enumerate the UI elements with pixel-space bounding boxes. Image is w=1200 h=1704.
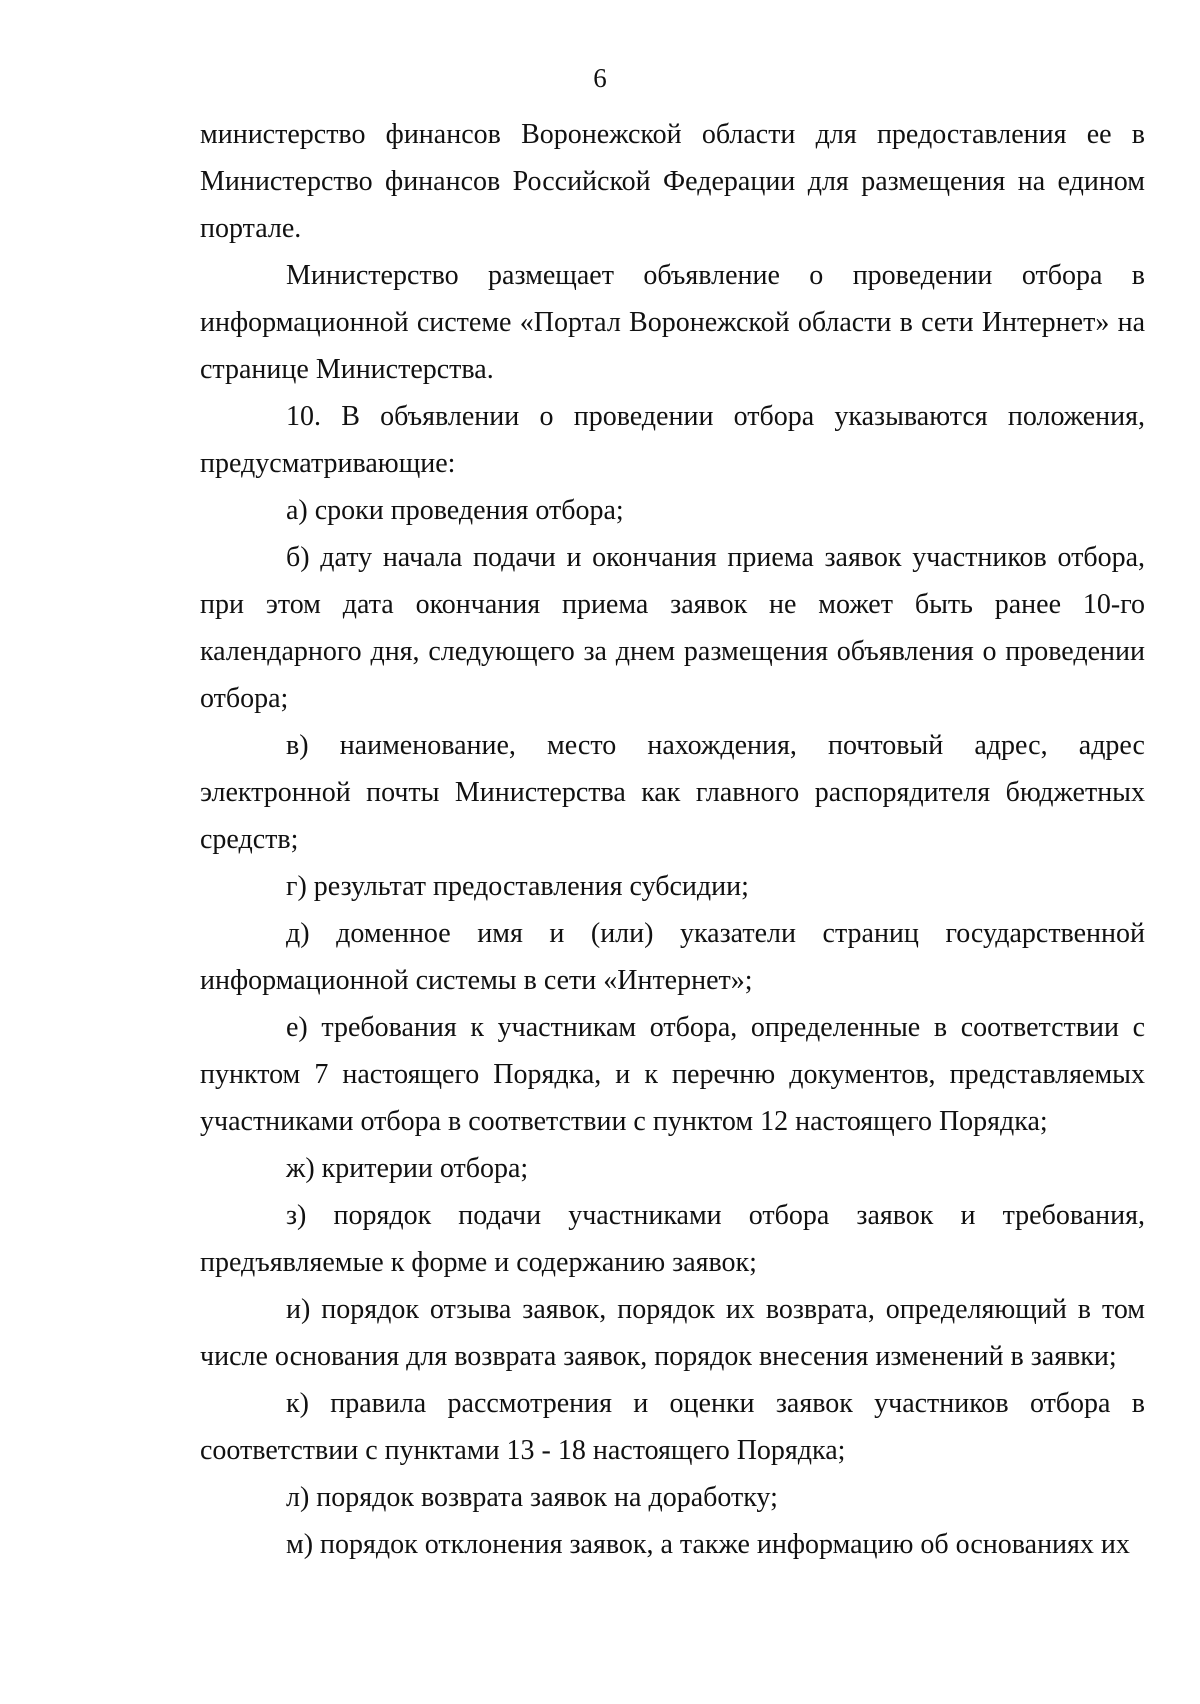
document-body <box>200 111 1145 1568</box>
paragraph: министерство финансов Воронежской области для предоставления ее в Министерство финансов Российской Федерации для размещения на едином портале. <box>200 119 1145 244</box>
list-item: б) дату начала подачи и окончания приема заявок участников отбора, при этом дата окончания приема заявок не может быть ранее 10-го календарного дня, следующего за днем размещения объявления о проведении отбора; <box>200 542 1145 714</box>
list-item: е) требования к участникам отбора, определенные в соответствии с пунктом 7 настоящего Порядка, и к перечню документов, представляемых участниками отбора в соответствии с пунктом 12 настоящего Порядка; <box>200 1012 1145 1137</box>
list-item: з) порядок подачи участниками отбора заявок и требования, предъявляемые к форме и содержанию заявок; <box>200 1200 1145 1278</box>
list-item: ж) критерии отбора; <box>286 1153 529 1184</box>
list-item: м) порядок отклонения заявок, а также информацию об основаниях их <box>286 1529 1130 1560</box>
page-number: 6 <box>593 63 607 93</box>
paragraph: Министерство размещает объявление о проведении отбора в информационной системе «Портал Воронежской области в сети Интернет» на странице Министерства. <box>200 260 1145 385</box>
list-item: а) сроки проведения отбора; <box>286 495 624 526</box>
list-item: в) наименование, место нахождения, почтовый адрес, адрес электронной почты Министерства как главного распорядителя бюджетных средств; <box>200 730 1145 855</box>
list-item: и) порядок отзыва заявок, порядок их возврата, определяющий в том числе основания для возврата заявок, порядок внесения изменений в заявки; <box>200 1294 1145 1372</box>
paragraph: 10. В объявлении о проведении отбора указываются положения, предусматривающие: <box>200 401 1145 479</box>
list-item: л) порядок возврата заявок на доработку; <box>286 1482 778 1513</box>
list-item: к) правила рассмотрения и оценки заявок участников отбора в соответствии с пунктами 13 - 18 настоящего Порядка; <box>200 1388 1145 1466</box>
list-item: г) результат предоставления субсидии; <box>286 871 749 902</box>
list-item: д) доменное имя и (или) указатели страниц государственной информационной системы в сети «Интернет»; <box>200 918 1145 996</box>
